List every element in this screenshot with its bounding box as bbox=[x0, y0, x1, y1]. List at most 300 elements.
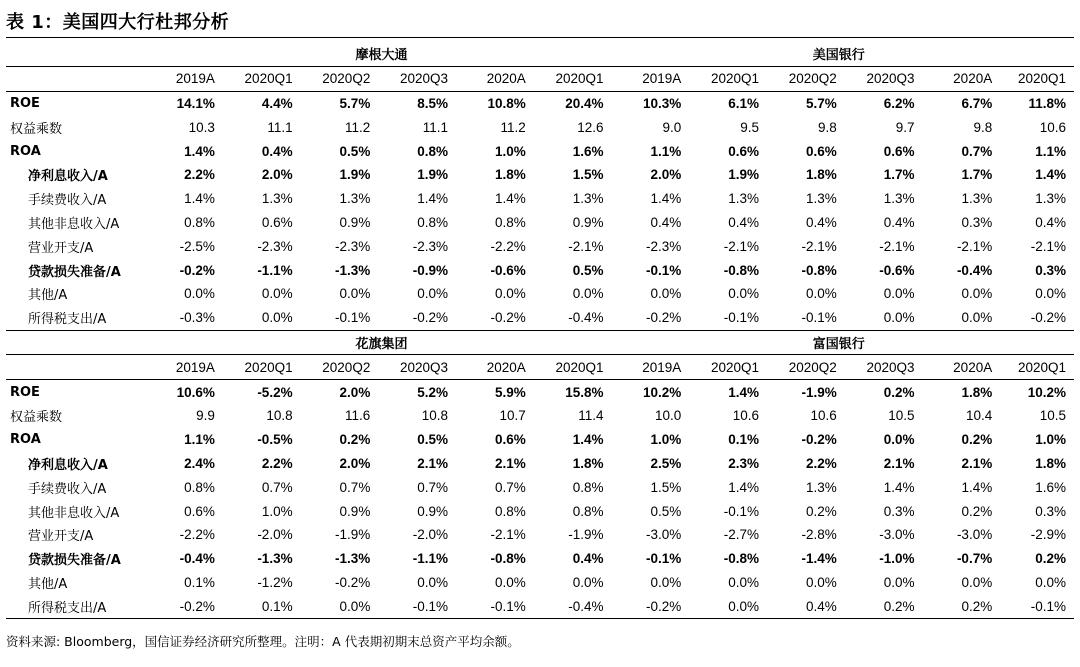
table-cell: 0.7% bbox=[961, 143, 993, 159]
table-cell: -0.4% bbox=[534, 306, 612, 330]
table-cell: 0.6% bbox=[261, 214, 293, 230]
table-cell: 0.0% bbox=[922, 306, 1000, 330]
table-cell: 0.4% bbox=[767, 594, 845, 618]
table-cell: 11.2 bbox=[345, 119, 371, 135]
table-cell: 0.4% bbox=[728, 214, 760, 230]
table-cell: 2.2% bbox=[261, 455, 293, 471]
table-cell: 0.6% bbox=[883, 143, 915, 159]
period-header: 2020A bbox=[922, 66, 1000, 91]
row-label: ROA bbox=[10, 143, 41, 159]
table-cell: 1.1% bbox=[1035, 143, 1066, 159]
table-cell: -5.2% bbox=[257, 384, 293, 400]
table-cell: 0.0% bbox=[650, 286, 682, 302]
table-cell: 6.7% bbox=[961, 95, 993, 111]
header-blank-cell bbox=[6, 330, 159, 355]
row-label: 手续费收入/A bbox=[28, 481, 107, 497]
table-cell: 0.6% bbox=[184, 503, 215, 519]
table-cell: -0.8% bbox=[723, 262, 760, 278]
table-cell: -1.1% bbox=[412, 551, 449, 567]
table-cell: 0.7% bbox=[495, 479, 526, 495]
table-row bbox=[6, 404, 1074, 428]
period-header: 2020Q3 bbox=[845, 66, 923, 91]
table-cell: 2.4% bbox=[184, 455, 215, 471]
group-header-row bbox=[6, 42, 1074, 66]
table-cell: 0.1% bbox=[728, 432, 760, 448]
table-cell: 0.7% bbox=[261, 479, 293, 495]
table-cell: -0.4% bbox=[956, 262, 993, 278]
table-cell: 0.8% bbox=[572, 479, 604, 495]
table-cell: 1.3% bbox=[572, 191, 604, 207]
table-cell: 11.8% bbox=[1028, 95, 1066, 111]
table-cell: 0.0% bbox=[339, 286, 371, 302]
table-cell: -0.2% bbox=[335, 574, 371, 590]
table-cell: 1.0% bbox=[495, 143, 526, 159]
table-cell: -0.2% bbox=[1000, 306, 1074, 330]
table-cell: 1.4% bbox=[728, 384, 760, 400]
table-cell: -0.9% bbox=[412, 262, 449, 278]
row-label: 其他/A bbox=[28, 576, 68, 592]
period-header: 2020A bbox=[922, 355, 1000, 380]
table-cell: 0.4% bbox=[805, 214, 837, 230]
table-cell: 0.0% bbox=[223, 306, 301, 330]
row-label: ROA bbox=[10, 432, 41, 448]
table-cell: 0.3% bbox=[1035, 503, 1066, 519]
bank-group-name: 富国银行 bbox=[612, 330, 1074, 355]
row-label: 净利息收入/A bbox=[28, 169, 108, 185]
table-cell: 1.8% bbox=[1035, 455, 1066, 471]
table-cell: 9.9 bbox=[196, 408, 215, 424]
table-cell: 1.5% bbox=[572, 167, 604, 183]
table-cell: 11.1 bbox=[422, 119, 449, 135]
table-cell: 5.7% bbox=[805, 95, 837, 111]
table-cell: 0.5% bbox=[339, 143, 371, 159]
table-cell: 0.8% bbox=[417, 214, 449, 230]
table-cell: 0.5% bbox=[417, 432, 449, 448]
table-cell: -2.1% bbox=[801, 238, 837, 254]
bank-group-name: 花旗集团 bbox=[159, 330, 611, 355]
table-cell: 0.0% bbox=[728, 574, 760, 590]
table-cell: 1.0% bbox=[650, 432, 682, 448]
table-cell: -1.3% bbox=[335, 551, 371, 567]
table-cell: 0.0% bbox=[1035, 286, 1066, 302]
table-cell: -0.7% bbox=[956, 551, 993, 567]
table-cell: 1.4% bbox=[495, 191, 526, 207]
table-row bbox=[6, 380, 1074, 404]
table-cell: 2.1% bbox=[961, 455, 993, 471]
table-cell: 8.5% bbox=[417, 95, 449, 111]
table-cell: 0.6% bbox=[495, 432, 526, 448]
table-cell: 0.2% bbox=[339, 432, 371, 448]
table-cell: -0.5% bbox=[257, 432, 293, 448]
table-cell: 12.6 bbox=[577, 119, 604, 135]
period-header-row bbox=[6, 66, 1074, 91]
table-cell: -2.5% bbox=[179, 238, 215, 254]
table-cell: -2.7% bbox=[723, 527, 760, 543]
table-cell: -2.1% bbox=[723, 238, 760, 254]
period-header: 2020Q3 bbox=[378, 355, 456, 380]
table-cell: 0.8% bbox=[495, 503, 526, 519]
table-cell: 0.0% bbox=[805, 286, 837, 302]
table-row bbox=[6, 234, 1074, 258]
table-row bbox=[6, 139, 1074, 163]
table-cell: 0.4% bbox=[572, 551, 604, 567]
row-label: ROE bbox=[10, 95, 40, 111]
period-header-blank bbox=[6, 66, 159, 91]
period-header: 2020Q1 bbox=[689, 66, 767, 91]
table-cell: 0.0% bbox=[572, 574, 604, 590]
table-cell: -2.2% bbox=[179, 527, 215, 543]
table-cell: -0.2% bbox=[612, 594, 690, 618]
row-label: 其他非息收入/A bbox=[28, 505, 120, 521]
title-rule bbox=[6, 37, 1074, 38]
table-cell: 0.0% bbox=[1035, 574, 1066, 590]
table-cell: 0.6% bbox=[805, 143, 837, 159]
table-cell: 0.3% bbox=[1035, 262, 1066, 278]
table-cell: 10.8 bbox=[421, 408, 449, 424]
table-cell: 0.4% bbox=[261, 143, 293, 159]
period-header: 2020Q2 bbox=[767, 66, 845, 91]
table-cell: 9.0 bbox=[662, 119, 682, 135]
table-cell: -1.1% bbox=[257, 262, 293, 278]
table-cell: 0.8% bbox=[572, 503, 604, 519]
table-cell: -2.9% bbox=[1030, 527, 1066, 543]
table-row bbox=[6, 523, 1074, 547]
table-cell: 10.4 bbox=[965, 408, 993, 424]
table-cell: -0.6% bbox=[879, 262, 915, 278]
table-cell: 1.3% bbox=[1035, 191, 1066, 207]
table-cell: 0.2% bbox=[961, 432, 993, 448]
table-cell: 10.6 bbox=[732, 408, 760, 424]
table-cell: 1.4% bbox=[184, 143, 215, 159]
table-cell: 2.0% bbox=[650, 167, 682, 183]
table-cell: 2.3% bbox=[728, 455, 760, 471]
period-header: 2019A bbox=[159, 355, 222, 380]
table-cell: -0.1% bbox=[378, 594, 456, 618]
table-cell: 2.5% bbox=[650, 455, 682, 471]
table-cell: 1.9% bbox=[417, 167, 449, 183]
table-row bbox=[6, 594, 1074, 618]
table-cell: 0.0% bbox=[845, 306, 923, 330]
table-cell: 1.3% bbox=[339, 191, 371, 207]
table-cell: -2.1% bbox=[956, 238, 993, 254]
table-cell: 0.0% bbox=[495, 286, 526, 302]
source-footnote: 资料来源: Bloomberg，国信证券经济研究所整理。注明：A 代表期初期末总资产平均余额。 bbox=[6, 634, 520, 649]
period-header: 2020Q1 bbox=[689, 355, 767, 380]
table-cell: 0.8% bbox=[184, 214, 215, 230]
table-cell: -1.9% bbox=[335, 527, 371, 543]
header-blank-cell bbox=[6, 42, 159, 66]
table-cell: 1.3% bbox=[728, 191, 760, 207]
table-cell: -0.2% bbox=[159, 594, 222, 618]
table-cell: 1.1% bbox=[184, 432, 215, 448]
table-cell: 0.3% bbox=[883, 503, 915, 519]
table-cell: 2.0% bbox=[261, 167, 293, 183]
table-cell: 1.4% bbox=[650, 191, 682, 207]
table-cell: -0.1% bbox=[301, 306, 379, 330]
table-cell: -1.2% bbox=[257, 574, 293, 590]
table-cell: 0.0% bbox=[961, 574, 993, 590]
period-header: 2020Q1 bbox=[534, 66, 612, 91]
table-cell: 9.8 bbox=[973, 119, 993, 135]
table-cell: 2.0% bbox=[339, 455, 371, 471]
table-cell: 0.5% bbox=[650, 503, 682, 519]
table-row bbox=[6, 163, 1074, 187]
table-cell: -0.2% bbox=[179, 262, 215, 278]
table-cell: -0.1% bbox=[689, 306, 767, 330]
table-cell: 1.8% bbox=[805, 167, 837, 183]
table-row bbox=[6, 211, 1074, 235]
period-header: 2020Q1 bbox=[534, 355, 612, 380]
period-header: 2020Q3 bbox=[845, 355, 923, 380]
table-cell: 14.1% bbox=[176, 95, 215, 111]
table-row bbox=[6, 571, 1074, 595]
period-header: 2019A bbox=[612, 355, 690, 380]
table-cell: 2.1% bbox=[883, 455, 915, 471]
table-cell: 1.4% bbox=[184, 191, 215, 207]
table-cell: 1.8% bbox=[495, 167, 526, 183]
table-cell: 0.0% bbox=[301, 594, 379, 618]
table-cell: 2.2% bbox=[184, 167, 215, 183]
table-row bbox=[6, 452, 1074, 476]
table-cell: 0.0% bbox=[417, 286, 449, 302]
table-cell: 0.2% bbox=[961, 503, 993, 519]
table-cell: 1.7% bbox=[883, 167, 915, 183]
table-row bbox=[6, 306, 1074, 330]
table-cell: 0.2% bbox=[1035, 551, 1066, 567]
table-cell: -0.1% bbox=[723, 503, 760, 519]
table-cell: 1.3% bbox=[261, 191, 293, 207]
table-row bbox=[6, 475, 1074, 499]
table-cell: 1.8% bbox=[961, 384, 993, 400]
row-label: 营业开支/A bbox=[28, 240, 94, 256]
table-cell: -2.0% bbox=[257, 527, 293, 543]
table-cell: 10.3 bbox=[188, 119, 215, 135]
table-cell: 10.6 bbox=[810, 408, 837, 424]
table-cell: -0.2% bbox=[801, 432, 837, 448]
table-cell: -1.0% bbox=[879, 551, 915, 567]
table-cell: -0.6% bbox=[490, 262, 526, 278]
table-cell: 0.0% bbox=[728, 286, 760, 302]
table-cell: -0.8% bbox=[490, 551, 526, 567]
period-header: 2019A bbox=[612, 66, 690, 91]
row-label: 贷款损失准备/A bbox=[28, 553, 121, 569]
period-header-row bbox=[6, 355, 1074, 380]
table-cell: -2.1% bbox=[490, 527, 526, 543]
table-cell: 1.6% bbox=[572, 143, 604, 159]
table-cell: 1.3% bbox=[805, 479, 837, 495]
group-header-row bbox=[6, 330, 1074, 355]
table-cell: 1.0% bbox=[1035, 432, 1066, 448]
table-cell: -0.4% bbox=[179, 551, 215, 567]
row-label: 其他非息收入/A bbox=[28, 216, 120, 232]
table-cell: 1.3% bbox=[805, 191, 837, 207]
table-row bbox=[6, 282, 1074, 306]
table-cell: -2.8% bbox=[801, 527, 837, 543]
table-cell: 0.0% bbox=[495, 574, 526, 590]
table-cell: 9.8 bbox=[817, 119, 837, 135]
table-cell: 0.9% bbox=[572, 214, 604, 230]
table-cell: 0.0% bbox=[689, 594, 767, 618]
table-cell: 0.9% bbox=[339, 214, 371, 230]
period-header: 2020Q1 bbox=[223, 355, 301, 380]
table-cell: -0.1% bbox=[646, 262, 682, 278]
table-cell: 0.8% bbox=[184, 479, 215, 495]
table-cell: 10.7 bbox=[499, 408, 526, 424]
row-label: 所得税支出/A bbox=[6, 306, 159, 330]
table-cell: 2.0% bbox=[339, 384, 371, 400]
table-row bbox=[6, 187, 1074, 211]
table-cell: 0.7% bbox=[417, 479, 449, 495]
row-label: 所得税支出/A bbox=[6, 594, 159, 618]
table-cell: 1.3% bbox=[961, 191, 993, 207]
table-cell: 1.7% bbox=[961, 167, 993, 183]
table-cell: 0.4% bbox=[650, 214, 682, 230]
table-cell: 11.2 bbox=[500, 119, 526, 135]
table-cell: 10.8% bbox=[487, 95, 526, 111]
table-row bbox=[6, 547, 1074, 571]
table-cell: -0.8% bbox=[723, 551, 760, 567]
table-cell: 0.2% bbox=[883, 384, 915, 400]
period-header: 2020Q1 bbox=[223, 66, 301, 91]
table-row bbox=[6, 258, 1074, 282]
table-title: 表 1：美国四大行杜邦分析 bbox=[6, 12, 230, 33]
table-cell: -0.1% bbox=[1000, 594, 1074, 618]
table-cell: -0.1% bbox=[767, 306, 845, 330]
table-cell: 6.1% bbox=[728, 95, 760, 111]
table-row bbox=[6, 499, 1074, 523]
table-cell: 1.4% bbox=[961, 479, 993, 495]
table-cell: 1.3% bbox=[883, 191, 915, 207]
row-label: 其他/A bbox=[28, 288, 68, 304]
period-header: 2020Q2 bbox=[301, 355, 379, 380]
table-cell: 0.2% bbox=[922, 594, 1000, 618]
row-label: 权益乘数 bbox=[10, 410, 63, 426]
table-cell: 11.1 bbox=[267, 119, 293, 135]
table-cell: -2.1% bbox=[879, 238, 915, 254]
table-cell: -0.2% bbox=[456, 306, 534, 330]
table-cell: -1.4% bbox=[801, 551, 837, 567]
table-cell: 10.6 bbox=[1039, 119, 1066, 135]
table-cell: 0.4% bbox=[883, 214, 915, 230]
table-cell: 1.4% bbox=[417, 191, 449, 207]
table-cell: 9.7 bbox=[895, 119, 915, 135]
table-cell: 1.0% bbox=[261, 503, 293, 519]
table-row bbox=[6, 115, 1074, 139]
table-cell: -0.1% bbox=[646, 551, 682, 567]
table-cell: 20.4% bbox=[565, 95, 604, 111]
table-cell: 5.2% bbox=[417, 384, 449, 400]
table-cell: 2.2% bbox=[805, 455, 837, 471]
table-cell: 10.0 bbox=[655, 408, 682, 424]
table-cell: 0.0% bbox=[572, 286, 604, 302]
table-cell: 1.5% bbox=[650, 479, 682, 495]
table-row bbox=[6, 428, 1074, 452]
table-cell: 0.9% bbox=[417, 503, 449, 519]
table-cell: -1.9% bbox=[568, 527, 604, 543]
table-cell: 10.2% bbox=[643, 384, 682, 400]
table-cell: 1.9% bbox=[728, 167, 760, 183]
period-header: 2020Q2 bbox=[767, 355, 845, 380]
table-cell: -2.2% bbox=[490, 238, 526, 254]
table-cell: -2.3% bbox=[646, 238, 682, 254]
table-cell: 15.8% bbox=[565, 384, 604, 400]
table-cell: 5.9% bbox=[495, 384, 526, 400]
row-label: 净利息收入/A bbox=[28, 457, 108, 473]
table-row bbox=[6, 91, 1074, 115]
table-cell: -0.2% bbox=[612, 306, 690, 330]
table-cell: 0.7% bbox=[339, 479, 371, 495]
table-cell: 1.1% bbox=[650, 143, 682, 159]
table-cell: 0.0% bbox=[805, 574, 837, 590]
table-cell: -0.2% bbox=[378, 306, 456, 330]
table-cell: 4.4% bbox=[261, 95, 293, 111]
table-cell: 1.9% bbox=[339, 167, 371, 183]
period-header: 2020Q1 bbox=[1000, 355, 1074, 380]
table-cell: 10.5 bbox=[1039, 408, 1066, 424]
table-cell: -0.1% bbox=[456, 594, 534, 618]
table-cell: -1.3% bbox=[335, 262, 371, 278]
table-cell: -0.8% bbox=[801, 262, 837, 278]
table-cell: 1.4% bbox=[572, 432, 604, 448]
row-label: 营业开支/A bbox=[28, 529, 94, 545]
table-cell: -2.1% bbox=[568, 238, 604, 254]
table-cell: 0.0% bbox=[883, 286, 915, 302]
table-cell: -2.3% bbox=[257, 238, 293, 254]
row-label: 手续费收入/A bbox=[28, 193, 107, 209]
table-cell: 10.2% bbox=[1027, 384, 1066, 400]
period-header: 2020A bbox=[456, 66, 534, 91]
table-cell: 0.6% bbox=[728, 143, 760, 159]
table-cell: 0.1% bbox=[223, 594, 301, 618]
table-cell: 1.4% bbox=[883, 479, 915, 495]
table-cell: 5.7% bbox=[339, 95, 371, 111]
table-cell: -3.0% bbox=[956, 527, 993, 543]
table-cell: -2.3% bbox=[335, 238, 371, 254]
table-cell: -1.9% bbox=[801, 384, 837, 400]
table-cell: 0.4% bbox=[1035, 214, 1066, 230]
table-cell: 0.0% bbox=[261, 286, 293, 302]
table-cell: 0.0% bbox=[961, 286, 993, 302]
period-header: 2020A bbox=[456, 355, 534, 380]
table-cell: -3.0% bbox=[879, 527, 915, 543]
table-cell: 1.6% bbox=[1035, 479, 1066, 495]
row-label: 贷款损失准备/A bbox=[28, 264, 121, 280]
table-cell: 0.1% bbox=[184, 574, 215, 590]
table-cell: 6.2% bbox=[883, 95, 915, 111]
bank-group-name: 摩根大通 bbox=[159, 42, 611, 66]
table-cell: 10.3% bbox=[643, 95, 682, 111]
table-cell: 0.0% bbox=[184, 286, 215, 302]
bank-group-name: 美国银行 bbox=[612, 42, 1074, 66]
table-cell: 9.5 bbox=[740, 119, 760, 135]
table-cell: 1.4% bbox=[728, 479, 760, 495]
table-cell: 2.1% bbox=[417, 455, 449, 471]
table-cell: -0.3% bbox=[159, 306, 222, 330]
table-cell: 10.8 bbox=[266, 408, 293, 424]
table-cell: 0.8% bbox=[417, 143, 449, 159]
table-cell: 0.3% bbox=[961, 214, 993, 230]
table-cell: 11.4 bbox=[578, 408, 604, 424]
table-cell: 0.5% bbox=[572, 262, 604, 278]
table-cell: 2.1% bbox=[495, 455, 526, 471]
table-cell: 0.9% bbox=[339, 503, 371, 519]
table-cell: -3.0% bbox=[646, 527, 682, 543]
table-cell: 10.6% bbox=[176, 384, 215, 400]
table-cell: 0.8% bbox=[495, 214, 526, 230]
row-label: 权益乘数 bbox=[10, 121, 63, 137]
table-cell: -2.0% bbox=[412, 527, 449, 543]
table-cell: 0.0% bbox=[650, 574, 682, 590]
